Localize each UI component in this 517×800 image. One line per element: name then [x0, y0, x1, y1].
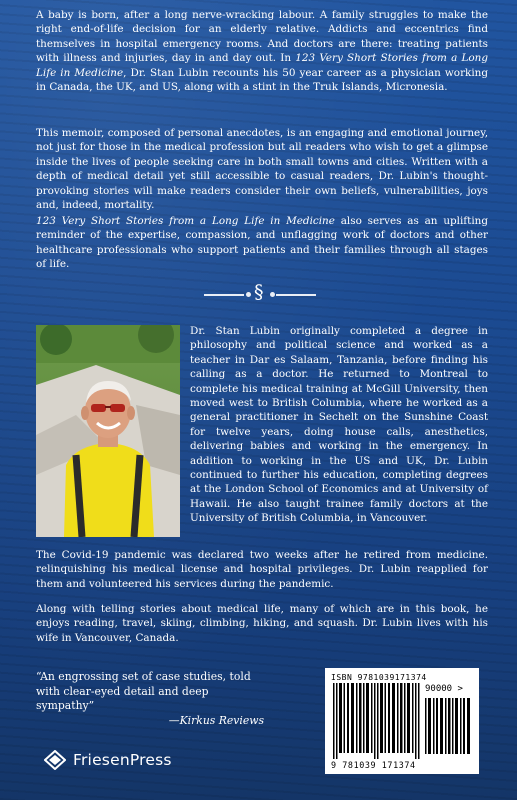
- bio-paragraph-3: Along with telling stories about medical life, many of which are in this book, he enjoys reading, travel, skiing, climbing, hiking, and squash. Dr. Lubin lives with his wife in Vancouver, Canada.: [36, 603, 488, 644]
- book-title: 123 Very Short Stories from a Long Life in Medicine: [36, 52, 488, 79]
- author-photo: [36, 325, 180, 537]
- publisher-logo: [44, 750, 172, 770]
- book-title: 123 Very Short Stories from a Long Life in Medicine: [36, 215, 335, 227]
- blurb-paragraph-2: This memoir, composed of personal anecdotes, is an engaging and emotional journey, not just for those in the medical profession but all readers who wish to get a glimpse inside the lives of people seeking care in both small towns and cities. Written with a depth of medical detail yet still accessible to casual readers, Dr. Lubin's thought-provoking stories will make readers consider their own beliefs, vulnerabilities, joys and, indeed, mortality.: [36, 127, 488, 212]
- section-symbol: §: [254, 281, 264, 303]
- blurb-paragraph-3: 123 Very Short Stories from a Long Life in Medicine also serves as an uplifting reminder of the expertise, compassion, and unflagging work of doctors and other healthcare professionals who support patients and their families through all stages of life.: [36, 215, 488, 271]
- author-bio: Dr. Stan Lubin originally completed a degree in philosophy and political science and worked as a teacher in Dar es Salaam, Tanzania, before finding his calling as a doctor. He returned to Montreal to complete his medical training at McGill University, then moved west to British Columbia, where he worked as a general practitioner in Sechelt on the Sunshine Coast for twelve years, doing house calls, anesthetics, delivering babies and working in the emergency. In addition to working in the US and UK, Dr. Lubin continued to further his education, completing degrees at the London School of Economics and at University of Hawaii. He also taught trainee family doctors at the University of British Columbia, in Vancouver.: [190, 325, 488, 525]
- section-divider: [204, 268, 316, 308]
- friesenpress-logo-icon: [44, 750, 66, 770]
- review-quote: [36, 670, 266, 728]
- blurb-paragraph-1: A baby is born, after a long nerve-wracking labour. A family struggles to make the right end-of-life decision for an elderly relative. Addicts and eccentrics find themselves in hospital emergency rooms. And doctors are there: treating patients with illness and injuries, day in and day out. In 123 Very Short Stories from a Long Life in Medicine, Dr. Stan Lubin recounts his 50 year career as a physician working in Canada, the UK, and US, along with a stint in the Truk Islands, Micronesia.: [36, 9, 488, 94]
- publisher-name: FriesenPress: [73, 751, 172, 769]
- ean-digits: 9 781039 171374: [331, 760, 416, 770]
- bio-paragraph-2: The Covid-19 pandemic was declared two weeks after he retired from medicine. relinquishing his medical license and hospital privileges. Dr. Lubin reapplied for them and volunteered his services during the pandemic.: [36, 549, 488, 590]
- quote-text: “An engrossing set of case studies, told with clear-eyed detail and deep sympathy”: [36, 670, 251, 713]
- price-code: 90000 >: [425, 684, 463, 694]
- isbn-label: ISBN 9781039171374: [331, 673, 427, 682]
- quote-attribution: —Kirkus Reviews: [168, 713, 264, 727]
- barcode: [325, 668, 479, 774]
- addon-barcode-bars: [425, 698, 471, 754]
- barcode-bars: [333, 683, 421, 759]
